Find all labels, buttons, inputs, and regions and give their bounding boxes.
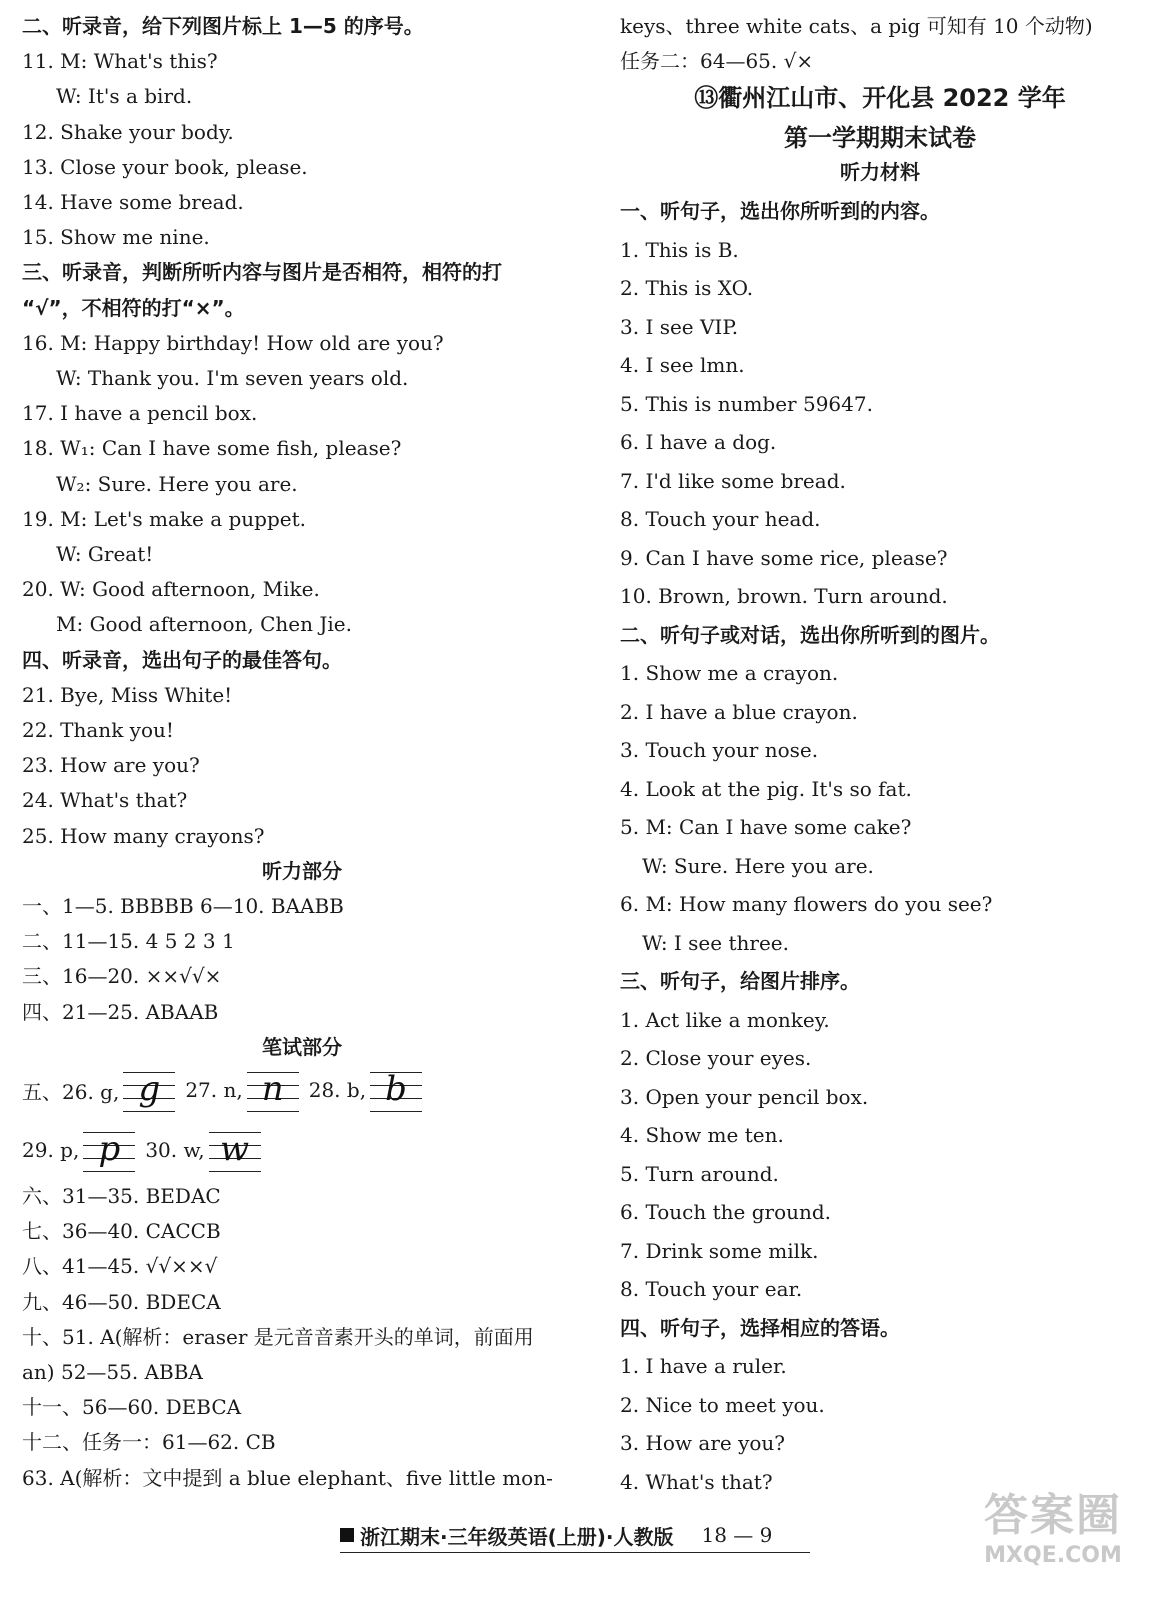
text-line: M: Good afternoon, Chen Jie.: [56, 612, 352, 637]
text-line: 十二、任务一：61—62. CB: [22, 1430, 276, 1455]
letter-writing-item: [185, 1068, 298, 1112]
text-line: 19. M: Let's make a puppet.: [22, 506, 307, 531]
text-line: 8. Touch your ear.: [620, 1277, 803, 1301]
question-prefix: 五、26. g,: [22, 1079, 120, 1104]
text-line: 1. I have a ruler.: [620, 1354, 787, 1378]
text-line: 1. This is B.: [620, 237, 739, 262]
writing-rule-line: [123, 1111, 175, 1112]
section-heading: 三、听录音，判断所听内容与图片是否相符，相符的打: [22, 260, 502, 285]
section-heading: 二、听录音，给下列图片标上 1—5 的序号。: [22, 14, 424, 38]
text-line: 5. This is number 59647.: [620, 391, 873, 416]
text-line: 10. Brown, brown. Turn around.: [620, 584, 948, 608]
text-line: 六、31—35. BEDAC: [22, 1184, 221, 1208]
handwritten-glyph: n: [261, 1069, 284, 1109]
section-title: 笔试部分: [262, 1034, 342, 1059]
text-line: 任务二：64—65. √×: [620, 49, 814, 74]
watermark-logo-text: 答案圈: [984, 1490, 1122, 1541]
text-line: 九、46—50. BDECA: [22, 1289, 221, 1314]
text-line: 24. What's that?: [22, 788, 188, 813]
letter-writing-item: [309, 1068, 422, 1112]
text-line: 6. M: How many flowers do you see?: [620, 892, 993, 916]
writing-rule-line: [209, 1171, 261, 1172]
text-line: 2. I have a blue crayon.: [620, 699, 858, 724]
text-line: 5. M: Can I have some cake?: [620, 815, 912, 839]
text-line: 20. W: Good afternoon, Mike.: [22, 577, 320, 602]
text-line: 2. This is XO.: [620, 276, 754, 300]
exam-subtitle: 第一学期期末试卷: [784, 124, 976, 152]
handwritten-glyph: b: [385, 1069, 407, 1109]
text-line: 一、1—5. BBBBB 6—10. BAABB: [22, 894, 344, 918]
text-line: W: I see three.: [642, 930, 789, 955]
text-line: 23. How are you?: [22, 753, 200, 778]
text-line: 18. W₁: Can I have some fish, please?: [22, 436, 402, 461]
footer-label: 浙江期末·三年级英语(上册)·人教版: [360, 1524, 674, 1549]
text-line: 3. I see VIP.: [620, 314, 739, 339]
section-heading: 四、听句子，选择相应的答语。: [620, 1315, 900, 1340]
question-prefix: 27. n,: [185, 1078, 243, 1102]
letter-writing-row: [22, 1120, 261, 1180]
page-footer: [340, 1518, 810, 1553]
section-heading: 三、听句子，给图片排序。: [620, 969, 860, 993]
section-heading: 二、听句子或对话，选出你所听到的图片。: [620, 622, 1000, 647]
handwritten-letter: [123, 1068, 175, 1112]
text-line: 21. Bye, Miss White!: [22, 682, 233, 707]
question-prefix: 29. p,: [22, 1138, 80, 1162]
handwritten-glyph: g: [138, 1069, 161, 1109]
text-line: an) 52—55. ABBA: [22, 1360, 203, 1384]
text-line: 1. Show me a crayon.: [620, 661, 839, 685]
question-prefix: 28. b,: [308, 1078, 367, 1102]
writing-rule-line: [83, 1171, 135, 1172]
letter-writing-row: [22, 1060, 422, 1120]
text-line: 4. Show me ten.: [620, 1123, 784, 1147]
letter-writing-item: [22, 1068, 175, 1112]
text-line: 4. Look at the pig. It's so fat.: [620, 776, 912, 801]
text-line: 63. A(解析：文中提到 a blue elephant、five little mon-: [22, 1465, 553, 1490]
text-line: W: Great!: [56, 542, 154, 566]
text-line: 十一、56—60. DEBCA: [22, 1395, 242, 1420]
text-line: W: Thank you. I'm seven years old.: [56, 366, 409, 390]
text-line: 1. Act like a monkey.: [620, 1007, 830, 1032]
footer-square-icon: [340, 1528, 354, 1542]
text-line: 七、36—40. CACCB: [22, 1219, 221, 1244]
watermark: [958, 1490, 1148, 1590]
text-line: 3. Touch your nose.: [620, 738, 819, 762]
handwritten-glyph: w: [220, 1129, 250, 1169]
text-line: 16. M: Happy birthday! How old are you?: [22, 330, 444, 355]
text-line: 八、41—45. √√××√: [22, 1254, 218, 1279]
letter-writing-item: [22, 1128, 135, 1172]
handwritten-glyph: p: [98, 1129, 121, 1169]
text-line: 3. Open your pencil box.: [620, 1084, 869, 1109]
letter-writing-item: [145, 1128, 260, 1172]
writing-rule-line: [247, 1111, 299, 1112]
text-line: W: It's a bird.: [56, 84, 193, 109]
page-number: 18 — 9: [701, 1523, 773, 1547]
text-line: 2. Nice to meet you.: [620, 1392, 825, 1417]
text-line: 7. Drink some milk.: [620, 1238, 819, 1263]
text-line: 15. Show me nine.: [22, 225, 210, 250]
text-line: 11. M: What's this?: [22, 49, 218, 74]
question-prefix: 30. w,: [145, 1138, 205, 1162]
text-line: 7. I'd like some bread.: [620, 468, 846, 493]
section-title: 听力材料: [840, 160, 920, 184]
handwritten-letter: [247, 1068, 299, 1112]
text-line: 6. Touch the ground.: [620, 1200, 832, 1224]
text-line: 8. Touch your head.: [620, 507, 821, 531]
handwritten-letter: [83, 1128, 135, 1172]
text-line: 13. Close your book, please.: [22, 154, 308, 179]
text-line: 6. I have a dog.: [620, 430, 777, 454]
text-line: 三、16—20. ××√√×: [22, 964, 222, 989]
text-line: W: Sure. Here you are.: [642, 853, 874, 878]
handwritten-letter: [370, 1068, 422, 1112]
section-heading: “√”，不相符的打“×”。: [22, 295, 245, 320]
text-line: 12. Shake your body.: [22, 119, 234, 144]
text-line: 5. Turn around.: [620, 1161, 779, 1186]
text-line: 14. Have some bread.: [22, 190, 244, 214]
text-line: 17. I have a pencil box.: [22, 401, 258, 426]
text-line: W₂: Sure. Here you are.: [56, 471, 298, 496]
text-line: keys、three white cats、a pig 可知有 10 个动物): [620, 14, 1093, 38]
text-line: 四、21—25. ABAAB: [22, 999, 219, 1024]
section-heading: 四、听录音，选出句子的最佳答句。: [22, 647, 342, 672]
text-line: 9. Can I have some rice, please?: [620, 545, 948, 570]
text-line: 4. I see lmn.: [620, 353, 745, 377]
watermark-url: MXQE.COM: [984, 1543, 1122, 1568]
text-line: 十、51. A(解析：eraser 是元音音素开头的单词，前面用: [22, 1324, 534, 1349]
text-line: 4. What's that?: [620, 1469, 773, 1494]
text-line: 25. How many crayons?: [22, 823, 265, 848]
section-title: 听力部分: [262, 858, 342, 883]
section-heading: 一、听句子，选出你所听到的内容。: [620, 199, 940, 223]
text-line: 二、11—15. 4 5 2 3 1: [22, 929, 235, 954]
writing-rule-line: [370, 1111, 422, 1112]
text-line: 2. Close your eyes.: [620, 1046, 812, 1070]
handwritten-letter: [209, 1128, 261, 1172]
exam-title: ⑬衢州江山市、开化县 2022 学年: [694, 84, 1066, 112]
text-line: 3. How are you?: [620, 1431, 786, 1455]
text-line: 22. Thank you!: [22, 718, 174, 742]
